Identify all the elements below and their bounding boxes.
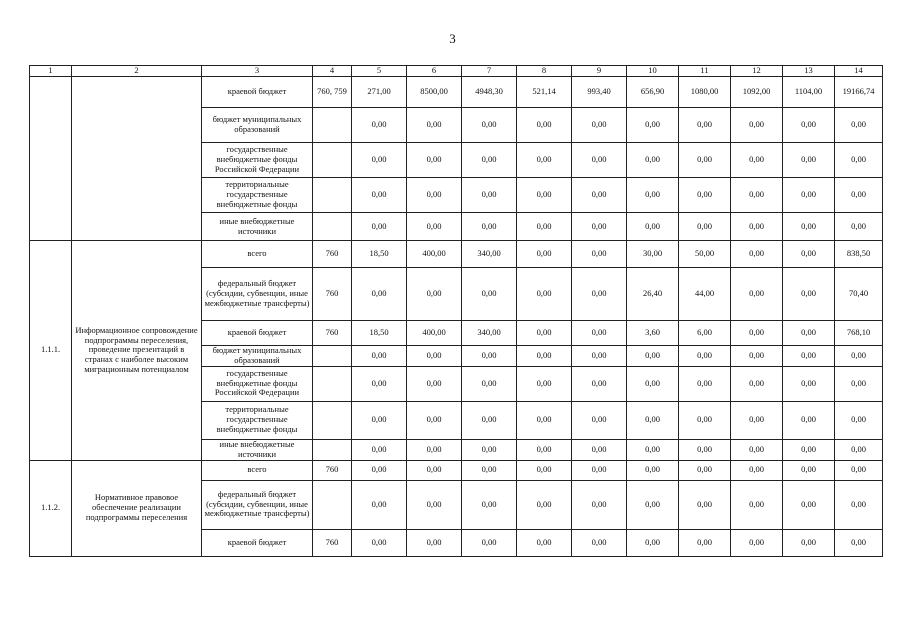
value-cell: 0,00 xyxy=(462,346,517,367)
funding-source: всего xyxy=(202,241,313,268)
budget-code xyxy=(313,213,352,241)
funding-source: федеральный бюджет (субсидии, субвенции, иные межбюджетные трансферты) xyxy=(202,268,313,321)
value-cell: 0,00 xyxy=(572,241,627,268)
value-cell: 0,00 xyxy=(572,529,627,556)
value-cell: 0,00 xyxy=(572,366,627,401)
value-cell: 0,00 xyxy=(783,213,835,241)
value-cell: 0,00 xyxy=(835,346,883,367)
value-cell: 0,00 xyxy=(731,460,783,480)
value-cell: 0,00 xyxy=(731,480,783,529)
value-cell: 0,00 xyxy=(835,108,883,143)
header-cell: 6 xyxy=(407,66,462,77)
value-cell: 1092,00 xyxy=(731,77,783,108)
value-cell: 0,00 xyxy=(783,529,835,556)
funding-source: государственные внебюджетные фонды Российской Федерации xyxy=(202,366,313,401)
value-cell: 0,00 xyxy=(731,108,783,143)
value-cell: 0,00 xyxy=(407,480,462,529)
value-cell: 0,00 xyxy=(517,480,572,529)
value-cell: 19166,74 xyxy=(835,77,883,108)
budget-code xyxy=(313,108,352,143)
funding-source: краевой бюджет xyxy=(202,77,313,108)
value-cell: 0,00 xyxy=(462,268,517,321)
header-row xyxy=(30,66,883,77)
budget-code xyxy=(313,346,352,367)
budget-code: 760 xyxy=(313,241,352,268)
value-cell: 0,00 xyxy=(517,460,572,480)
page-number: 3 xyxy=(449,31,456,46)
value-cell: 0,00 xyxy=(783,241,835,268)
value-cell: 0,00 xyxy=(679,480,731,529)
value-cell: 0,00 xyxy=(462,439,517,460)
value-cell: 0,00 xyxy=(407,439,462,460)
value-cell: 0,00 xyxy=(783,439,835,460)
value-cell: 0,00 xyxy=(679,529,731,556)
value-cell: 0,00 xyxy=(462,213,517,241)
value-cell: 0,00 xyxy=(572,268,627,321)
table-row xyxy=(30,241,883,268)
item-code: 1.1.2. xyxy=(30,460,72,556)
value-cell: 0,00 xyxy=(627,480,679,529)
value-cell: 0,00 xyxy=(352,213,407,241)
funding-source: иные внебюджетные источники xyxy=(202,213,313,241)
header-cell: 12 xyxy=(731,66,783,77)
value-cell: 0,00 xyxy=(783,460,835,480)
header-cell: 9 xyxy=(572,66,627,77)
funding-source: бюджет муниципальных образований xyxy=(202,346,313,367)
value-cell: 0,00 xyxy=(407,460,462,480)
value-cell: 0,00 xyxy=(407,401,462,439)
header-cell: 11 xyxy=(679,66,731,77)
value-cell: 0,00 xyxy=(679,108,731,143)
value-cell: 0,00 xyxy=(679,143,731,178)
budget-code: 760, 759 xyxy=(313,77,352,108)
value-cell: 0,00 xyxy=(835,460,883,480)
value-cell: 0,00 xyxy=(783,401,835,439)
value-cell: 0,00 xyxy=(462,178,517,213)
value-cell: 0,00 xyxy=(407,213,462,241)
value-cell: 0,00 xyxy=(352,460,407,480)
budget-code xyxy=(313,143,352,178)
value-cell: 340,00 xyxy=(462,321,517,346)
value-cell: 656,90 xyxy=(627,77,679,108)
funding-source: краевой бюджет xyxy=(202,321,313,346)
value-cell: 3,60 xyxy=(627,321,679,346)
value-cell: 0,00 xyxy=(517,241,572,268)
value-cell: 0,00 xyxy=(731,366,783,401)
header-cell: 5 xyxy=(352,66,407,77)
header-cell: 4 xyxy=(313,66,352,77)
budget-code xyxy=(313,401,352,439)
funding-source: иные внебюджетные источники xyxy=(202,439,313,460)
value-cell: 0,00 xyxy=(517,401,572,439)
value-cell: 0,00 xyxy=(627,401,679,439)
value-cell: 44,00 xyxy=(679,268,731,321)
value-cell: 0,00 xyxy=(627,213,679,241)
header-cell: 7 xyxy=(462,66,517,77)
value-cell: 0,00 xyxy=(407,108,462,143)
value-cell: 0,00 xyxy=(835,213,883,241)
value-cell: 0,00 xyxy=(517,213,572,241)
value-cell: 26,40 xyxy=(627,268,679,321)
funding-source: федеральный бюджет (субсидии, субвенции, иные межбюджетные трансферты) xyxy=(202,480,313,529)
value-cell: 768,10 xyxy=(835,321,883,346)
value-cell: 0,00 xyxy=(572,480,627,529)
budget-code xyxy=(313,439,352,460)
value-cell: 0,00 xyxy=(679,346,731,367)
header-cell: 2 xyxy=(72,66,202,77)
funding-source: территориальные государственные внебюджетные фонды xyxy=(202,401,313,439)
value-cell: 340,00 xyxy=(462,241,517,268)
value-cell: 0,00 xyxy=(679,460,731,480)
value-cell: 0,00 xyxy=(679,439,731,460)
value-cell: 0,00 xyxy=(462,460,517,480)
value-cell: 0,00 xyxy=(572,178,627,213)
funding-source: территориальные государственные внебюджетные фонды xyxy=(202,178,313,213)
budget-code: 760 xyxy=(313,321,352,346)
table-row xyxy=(30,460,883,480)
value-cell: 0,00 xyxy=(462,401,517,439)
value-cell: 400,00 xyxy=(407,321,462,346)
value-cell: 0,00 xyxy=(407,366,462,401)
value-cell: 0,00 xyxy=(352,401,407,439)
value-cell: 0,00 xyxy=(572,213,627,241)
value-cell: 993,40 xyxy=(572,77,627,108)
value-cell: 0,00 xyxy=(352,108,407,143)
item-name: Нормативное правовое обеспечение реализации подпрограммы переселения xyxy=(72,460,202,556)
funding-source: бюджет муниципальных образований xyxy=(202,108,313,143)
header-cell: 10 xyxy=(627,66,679,77)
value-cell: 0,00 xyxy=(462,529,517,556)
value-cell: 0,00 xyxy=(627,439,679,460)
value-cell: 0,00 xyxy=(731,268,783,321)
value-cell: 0,00 xyxy=(352,178,407,213)
value-cell: 0,00 xyxy=(517,178,572,213)
value-cell: 0,00 xyxy=(783,480,835,529)
value-cell: 0,00 xyxy=(517,143,572,178)
value-cell: 0,00 xyxy=(783,366,835,401)
value-cell: 0,00 xyxy=(352,439,407,460)
value-cell: 0,00 xyxy=(679,401,731,439)
value-cell: 0,00 xyxy=(731,178,783,213)
value-cell: 0,00 xyxy=(462,366,517,401)
value-cell: 838,50 xyxy=(835,241,883,268)
value-cell: 1104,00 xyxy=(783,77,835,108)
item-code xyxy=(30,77,72,241)
value-cell: 0,00 xyxy=(517,366,572,401)
value-cell: 0,00 xyxy=(731,401,783,439)
value-cell: 0,00 xyxy=(835,143,883,178)
value-cell: 0,00 xyxy=(835,529,883,556)
value-cell: 0,00 xyxy=(731,321,783,346)
value-cell: 0,00 xyxy=(407,143,462,178)
item-name xyxy=(72,77,202,241)
table-row xyxy=(30,77,883,108)
funding-source: всего xyxy=(202,460,313,480)
header-cell: 8 xyxy=(517,66,572,77)
value-cell: 70,40 xyxy=(835,268,883,321)
value-cell: 400,00 xyxy=(407,241,462,268)
funding-source: краевой бюджет xyxy=(202,529,313,556)
value-cell: 0,00 xyxy=(731,346,783,367)
budget-code xyxy=(313,366,352,401)
value-cell: 18,50 xyxy=(352,241,407,268)
value-cell: 0,00 xyxy=(407,268,462,321)
funding-source: государственные внебюджетные фонды Российской Федерации xyxy=(202,143,313,178)
value-cell: 0,00 xyxy=(627,346,679,367)
value-cell: 0,00 xyxy=(679,178,731,213)
item-code: 1.1.1. xyxy=(30,241,72,461)
value-cell: 0,00 xyxy=(407,346,462,367)
value-cell: 0,00 xyxy=(462,143,517,178)
value-cell: 0,00 xyxy=(352,480,407,529)
value-cell: 8500,00 xyxy=(407,77,462,108)
value-cell: 0,00 xyxy=(627,143,679,178)
budget-table xyxy=(29,65,883,557)
value-cell: 0,00 xyxy=(835,366,883,401)
value-cell: 271,00 xyxy=(352,77,407,108)
budget-code: 760 xyxy=(313,268,352,321)
value-cell: 0,00 xyxy=(407,529,462,556)
value-cell: 0,00 xyxy=(517,346,572,367)
value-cell: 0,00 xyxy=(731,143,783,178)
value-cell: 0,00 xyxy=(835,439,883,460)
budget-code: 760 xyxy=(313,460,352,480)
value-cell: 0,00 xyxy=(517,439,572,460)
value-cell: 0,00 xyxy=(352,268,407,321)
value-cell: 1080,00 xyxy=(679,77,731,108)
value-cell: 0,00 xyxy=(462,480,517,529)
value-cell: 0,00 xyxy=(462,108,517,143)
value-cell: 0,00 xyxy=(572,439,627,460)
item-name: Информационное сопровождение подпрограммы переселения, проведение презентаций в странах с наиболее высоким миграционным потенциалом xyxy=(72,241,202,461)
value-cell: 0,00 xyxy=(783,321,835,346)
value-cell: 0,00 xyxy=(679,366,731,401)
value-cell: 0,00 xyxy=(572,108,627,143)
budget-code: 760 xyxy=(313,529,352,556)
value-cell: 0,00 xyxy=(627,460,679,480)
budget-code xyxy=(313,480,352,529)
value-cell: 0,00 xyxy=(783,178,835,213)
value-cell: 0,00 xyxy=(627,178,679,213)
header-cell: 13 xyxy=(783,66,835,77)
value-cell: 0,00 xyxy=(352,143,407,178)
value-cell: 50,00 xyxy=(679,241,731,268)
value-cell: 0,00 xyxy=(572,460,627,480)
value-cell: 0,00 xyxy=(572,346,627,367)
budget-code xyxy=(313,178,352,213)
value-cell: 0,00 xyxy=(731,529,783,556)
value-cell: 0,00 xyxy=(517,529,572,556)
value-cell: 30,00 xyxy=(627,241,679,268)
value-cell: 0,00 xyxy=(627,108,679,143)
value-cell: 0,00 xyxy=(835,480,883,529)
value-cell: 0,00 xyxy=(517,108,572,143)
value-cell: 0,00 xyxy=(835,178,883,213)
value-cell: 0,00 xyxy=(783,143,835,178)
value-cell: 18,50 xyxy=(352,321,407,346)
value-cell: 0,00 xyxy=(407,178,462,213)
value-cell: 0,00 xyxy=(731,241,783,268)
value-cell: 0,00 xyxy=(731,213,783,241)
value-cell: 0,00 xyxy=(517,268,572,321)
value-cell: 4948,30 xyxy=(462,77,517,108)
value-cell: 0,00 xyxy=(572,321,627,346)
value-cell: 0,00 xyxy=(572,401,627,439)
value-cell: 6,00 xyxy=(679,321,731,346)
value-cell: 0,00 xyxy=(783,346,835,367)
header-cell: 3 xyxy=(202,66,313,77)
header-cell: 1 xyxy=(30,66,72,77)
header-cell: 14 xyxy=(835,66,883,77)
value-cell: 0,00 xyxy=(783,108,835,143)
value-cell: 0,00 xyxy=(572,143,627,178)
value-cell: 0,00 xyxy=(835,401,883,439)
value-cell: 0,00 xyxy=(627,366,679,401)
value-cell: 0,00 xyxy=(352,346,407,367)
value-cell: 0,00 xyxy=(352,366,407,401)
value-cell: 0,00 xyxy=(352,529,407,556)
value-cell: 521,14 xyxy=(517,77,572,108)
value-cell: 0,00 xyxy=(783,268,835,321)
value-cell: 0,00 xyxy=(731,439,783,460)
value-cell: 0,00 xyxy=(517,321,572,346)
value-cell: 0,00 xyxy=(679,213,731,241)
value-cell: 0,00 xyxy=(627,529,679,556)
